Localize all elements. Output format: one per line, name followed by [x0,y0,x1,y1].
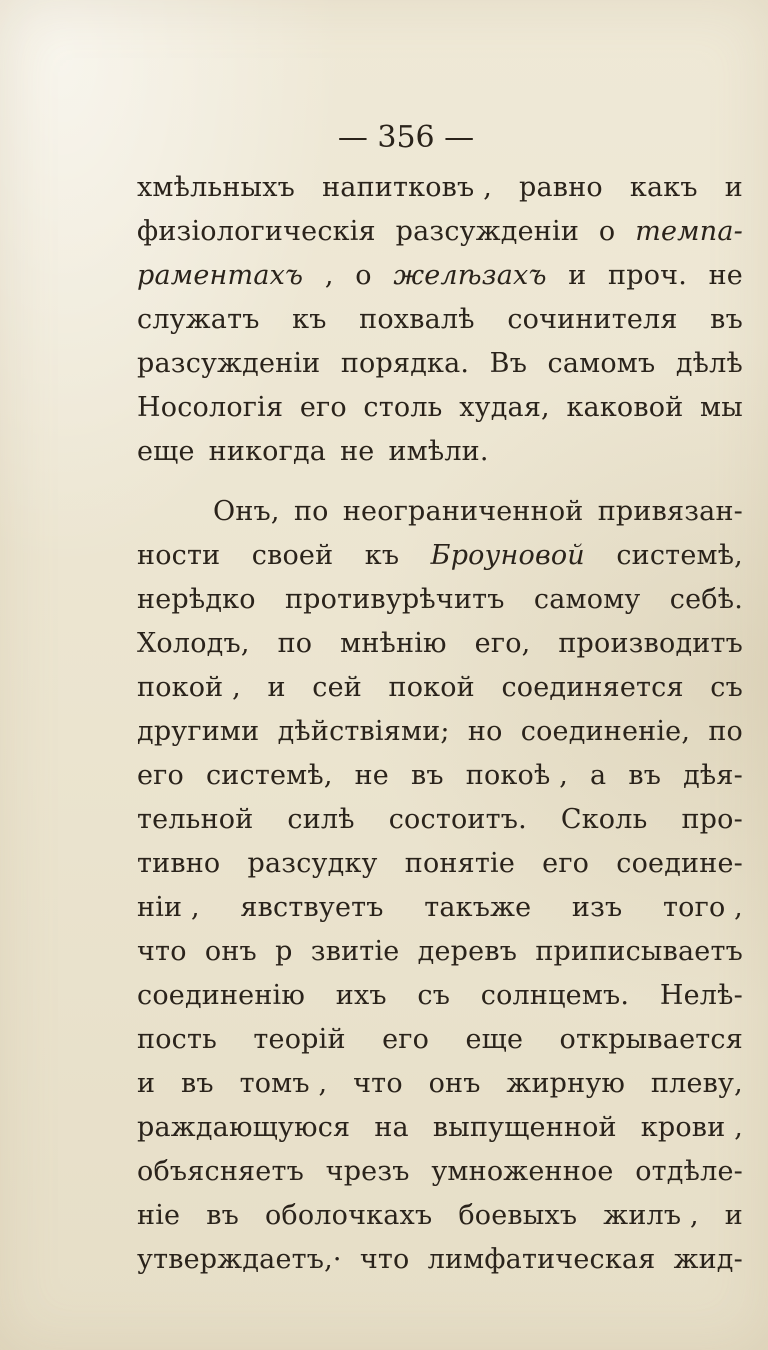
word: служатъ [137,304,260,335]
body-text [137,166,743,1282]
word: дѣя- [683,760,743,791]
word: явствуетъ [240,892,384,923]
word: себѣ. [669,584,743,615]
word: порядка. [340,348,470,379]
text-line [137,930,743,974]
word: его, [474,628,531,659]
word: разсужденiи [395,216,580,247]
word: разсужденiи [137,348,321,379]
text-line [137,974,743,1018]
word: солнцемъ. [480,980,630,1011]
word: равно [519,172,603,203]
word: и [267,672,286,703]
word: силѣ [287,804,355,835]
word: состоитъ. [388,804,527,835]
word: тивно [137,848,221,879]
word: о [598,216,616,247]
text-line [137,1062,743,1106]
text-line [137,386,743,430]
word: боевыхъ [458,1200,578,1231]
text-line [137,886,743,930]
word: что [137,936,187,967]
word: умноженное [431,1156,614,1187]
word: крови , [640,1112,743,1143]
word: неограниченной [342,496,584,527]
word: не [708,260,743,291]
word: открывается [559,1024,743,1055]
word: самомъ [547,348,656,379]
word: похвалѣ [359,304,475,335]
word: такъже [424,892,532,923]
word: соединенiе, [520,716,691,747]
word: соедине- [616,848,743,879]
word: не [340,436,375,467]
word: привязан- [597,496,743,527]
word: томъ , [239,1068,328,1099]
word: деревъ [417,936,518,967]
word: къ [292,304,327,335]
word: физiологическiя [137,216,376,247]
text-line [137,534,743,578]
word: мы [700,392,743,423]
word: желѣзахъ [393,260,547,291]
text-line [137,798,743,842]
word: жид- [673,1244,743,1275]
word: чрезъ [325,1156,410,1187]
word: онъ [204,936,257,967]
text-line [137,1106,743,1150]
word: Въ [489,348,528,379]
text-line [137,754,743,798]
word: дѣйствiями; [277,716,450,747]
word: тельной [137,804,254,835]
word: Броуновой [430,540,585,571]
word: того , [663,892,743,923]
word: съ [710,672,743,703]
text-line [137,622,743,666]
word: жирную [506,1068,626,1099]
word: и [137,1068,156,1099]
word: про- [681,804,743,835]
word: никогда [208,436,327,467]
word: раментахъ [137,260,304,291]
word: по [708,716,743,747]
word: проч. [608,260,688,291]
text-line [137,342,743,386]
word: ихъ [335,980,387,1011]
word: разсудку [247,848,378,879]
word: что [353,1068,403,1099]
word: но [467,716,503,747]
word: нiи , [137,892,200,923]
word: Нелѣ- [659,980,743,1011]
text-line [137,666,743,710]
word: о [355,260,372,291]
text-line [137,490,743,534]
word: р [275,936,293,967]
text-line [137,1150,743,1194]
word: соединяется [501,672,684,703]
word: покоѣ , [465,760,568,791]
word: оболочкахъ [264,1200,433,1231]
word: ности [137,540,221,571]
word: къ [364,540,400,571]
word: его [542,848,590,879]
word: въ [628,760,662,791]
word: его [299,392,347,423]
word: раждающуюся [137,1112,351,1143]
word: Онъ, [213,496,280,527]
word: теорiй [253,1024,346,1055]
text-line [137,578,743,622]
text-line [137,254,743,298]
text-line [137,166,743,210]
text-line [137,210,743,254]
word: сей [312,672,362,703]
text-line [137,1194,743,1238]
word: его [382,1024,430,1055]
word: въ [206,1200,239,1231]
word: дѣлѣ [675,348,743,379]
word: худая, [459,392,550,423]
word: Носологiя [137,392,284,423]
word: по [277,628,313,659]
word: и [724,1200,743,1231]
word: каковой [566,392,684,423]
word: отдѣле- [635,1156,743,1187]
word: лимфатическая [427,1244,656,1275]
word: изъ [571,892,623,923]
page-number: — 356 — [337,120,475,155]
word: столь [363,392,443,423]
word: въ [710,304,743,335]
word: системѣ, [205,760,333,791]
word: системѣ, [616,540,743,571]
word: приписываетъ [535,936,743,967]
word: нiе [137,1200,181,1231]
word: не [354,760,389,791]
word: покой [388,672,475,703]
word: соединенiю [137,980,306,1011]
word: самому [533,584,641,615]
word: и [724,172,743,203]
word: плеву, [650,1068,743,1099]
word: звитiе [310,936,400,967]
word: что [359,1244,410,1275]
text-line [137,430,743,474]
word: по [293,496,329,527]
word: своей [251,540,334,571]
text-line [137,298,743,342]
word: покой , [137,672,241,703]
word: хмѣльныхъ [137,172,296,203]
text-line [137,1238,743,1282]
word: въ [410,760,444,791]
word: напитковъ , [322,172,492,203]
word: Холодъ, [137,628,250,659]
word: понятiе [404,848,516,879]
word: сочинителя [507,304,678,335]
word: еще [465,1024,524,1055]
word: противурѣчитъ [284,584,505,615]
word: и [568,260,587,291]
text-line [137,710,743,754]
word: темпа- [635,216,743,247]
word: имѣли. [388,436,489,467]
text-line [137,1018,743,1062]
word: выпущенной [432,1112,617,1143]
word: съ [417,980,451,1011]
word: а [590,760,607,791]
text-line [137,842,743,886]
word: какъ [629,172,698,203]
word: объясняетъ [137,1156,304,1187]
word: другими [137,716,260,747]
word: мнѣнiю [340,628,447,659]
word: производитъ [558,628,743,659]
word: жилъ , [603,1200,699,1231]
word: его [137,760,184,791]
word: утверждаетъ,· [137,1244,342,1275]
word: онъ [428,1068,481,1099]
word: , [324,260,334,291]
word: въ [181,1068,214,1099]
word: нерѣдко [137,584,256,615]
word: пость [137,1024,218,1055]
word: еще [137,436,195,467]
word: Сколь [560,804,648,835]
word: на [374,1112,409,1143]
